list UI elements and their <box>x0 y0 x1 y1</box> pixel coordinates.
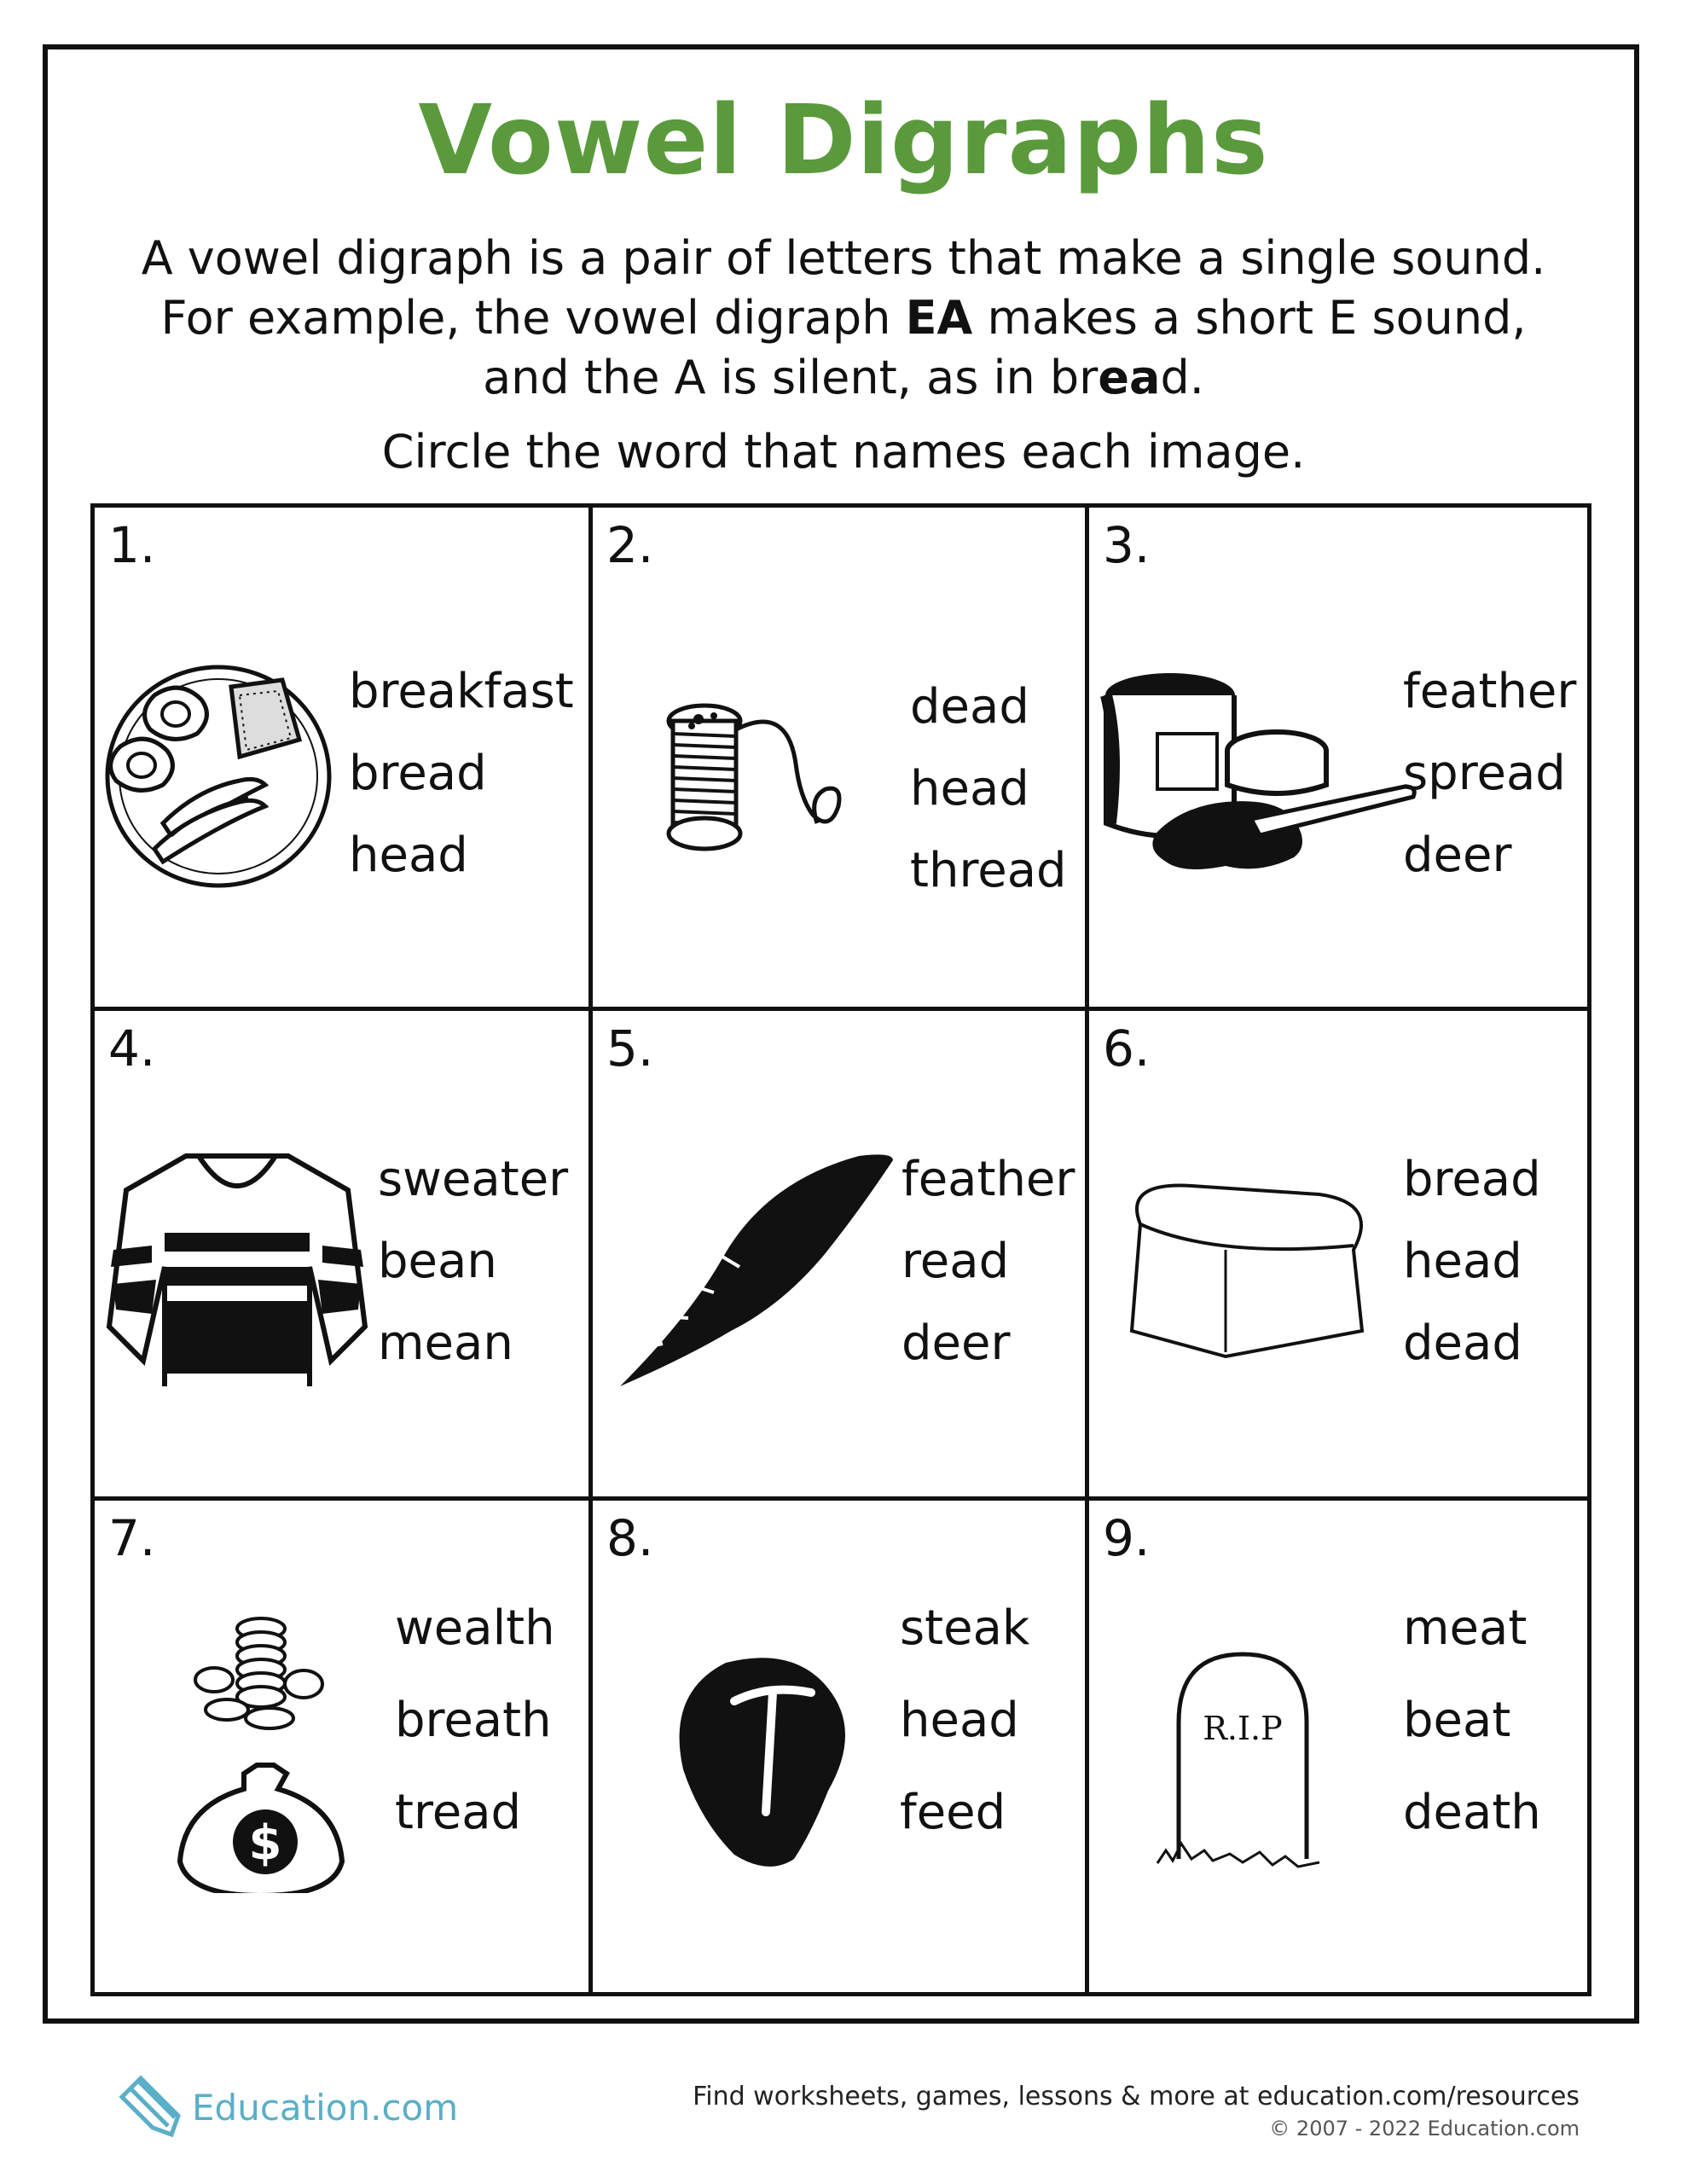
education-logo[interactable] <box>115 2071 459 2148</box>
item-number: 5. <box>606 1019 654 1077</box>
word-option[interactable]: head <box>910 761 1029 816</box>
word-option[interactable]: breakfast <box>349 664 574 719</box>
word-option[interactable]: mean <box>378 1316 513 1371</box>
word-option[interactable]: beat <box>1403 1693 1511 1748</box>
word-option[interactable]: read <box>901 1234 1010 1289</box>
item-number: 7. <box>108 1509 156 1567</box>
exercise-cell-6 <box>1089 1011 1587 1501</box>
word-choices <box>1403 651 1576 897</box>
feather-icon <box>612 1147 901 1395</box>
tombstone-inscription: R.I.P <box>1203 1710 1283 1747</box>
word-choices <box>1403 1139 1541 1385</box>
word-option[interactable]: meat <box>1403 1600 1528 1656</box>
footer-copyright: © 2007 - 2022 Education.com <box>1269 2117 1580 2140</box>
word-option[interactable]: breath <box>395 1693 552 1748</box>
word-option[interactable]: feather <box>1403 664 1577 719</box>
word-option[interactable]: steak <box>900 1600 1030 1656</box>
word-choices <box>1403 1583 1541 1859</box>
intro-line-3-start: and the A is silent, as in br <box>483 351 1099 404</box>
page-title: Vowel Digraphs <box>418 85 1269 196</box>
word-option[interactable]: sweater <box>378 1152 569 1207</box>
exercise-cell-4 <box>95 1011 593 1501</box>
exercise-cell-3 <box>1089 508 1587 1011</box>
word-option[interactable]: wealth <box>395 1600 555 1656</box>
sweater-icon <box>105 1147 369 1386</box>
exercise-grid <box>90 503 1591 1996</box>
item-number: 8. <box>606 1509 654 1567</box>
svg-text:$: $ <box>248 1815 282 1871</box>
word-choices <box>349 651 574 897</box>
exercise-cell-5 <box>593 1011 1089 1501</box>
word-option[interactable]: bread <box>349 746 487 801</box>
word-option[interactable]: thread <box>910 843 1067 898</box>
brand-name: Education.com <box>192 2087 459 2129</box>
steak-icon <box>675 1654 854 1867</box>
thread-spool-icon <box>658 695 888 866</box>
word-option[interactable]: head <box>349 828 468 883</box>
spread-jar-icon <box>1098 670 1430 892</box>
word-choices <box>901 1139 1075 1385</box>
word-option[interactable]: bean <box>378 1234 497 1289</box>
item-number: 3. <box>1103 516 1151 574</box>
intro-line-2 <box>60 288 1627 348</box>
word-option[interactable]: bread <box>1403 1152 1541 1207</box>
intro-line-1: A vowel digraph is a pair of letters that make a single sound. <box>141 231 1546 285</box>
word-option[interactable]: deer <box>901 1316 1011 1371</box>
intro-line-2-start: For example, the vowel digraph <box>160 291 906 345</box>
word-option[interactable]: head <box>900 1693 1019 1748</box>
footer-tagline[interactable]: Find worksheets, games, lessons & more at education.com/resources <box>693 2082 1580 2111</box>
breakfast-plate-icon <box>103 661 333 892</box>
word-option[interactable]: head <box>1403 1234 1522 1289</box>
item-number: 1. <box>108 516 156 574</box>
intro-line-3 <box>60 348 1627 408</box>
word-choices <box>900 1583 1029 1859</box>
exercise-cell-2 <box>593 508 1089 1011</box>
word-option[interactable]: feather <box>901 1152 1075 1207</box>
intro-line-3-end: d. <box>1160 351 1204 404</box>
bread-loaf-icon <box>1115 1182 1388 1369</box>
word-option[interactable]: tread <box>395 1785 522 1840</box>
exercise-cell-1 <box>95 508 593 1011</box>
exercise-cell-7 <box>95 1501 593 1992</box>
instruction-text: Circle the word that names each image. <box>381 425 1306 479</box>
exercise-cell-9 <box>1089 1501 1587 1992</box>
item-number: 4. <box>108 1019 156 1077</box>
word-choices <box>378 1139 568 1385</box>
item-number: 6. <box>1103 1019 1151 1077</box>
tombstone-icon <box>1140 1646 1345 1876</box>
word-option[interactable]: spread <box>1403 746 1566 801</box>
intro-line-2-end: makes a short E sound, <box>972 291 1527 345</box>
word-option[interactable]: feed <box>900 1785 1006 1840</box>
word-option[interactable]: dead <box>910 679 1029 735</box>
word-option[interactable]: dead <box>1403 1316 1522 1371</box>
item-number: 2. <box>606 516 654 574</box>
footer-info <box>693 2082 1580 2140</box>
intro-digraph-ea: EA <box>905 291 973 345</box>
intro-text <box>60 229 1627 408</box>
word-option[interactable]: deer <box>1403 828 1512 883</box>
pencil-logo-icon <box>115 2071 183 2140</box>
money-icon <box>176 1612 346 1893</box>
word-choices <box>395 1583 555 1859</box>
item-number: 9. <box>1103 1509 1151 1567</box>
intro-example-ea: ea <box>1098 351 1161 404</box>
exercise-cell-8 <box>593 1501 1089 1992</box>
word-choices <box>910 666 1067 912</box>
word-option[interactable]: death <box>1403 1785 1541 1840</box>
